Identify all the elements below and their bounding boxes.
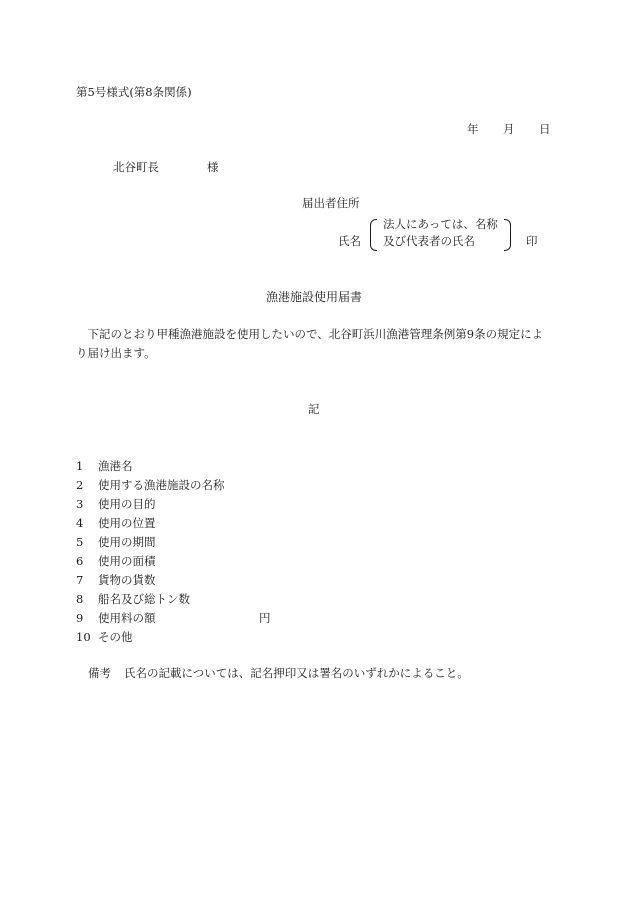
item-label: 使用の目的	[98, 497, 156, 511]
list-item	[76, 499, 156, 511]
item-number: 2	[76, 478, 84, 492]
date-month: 月	[503, 122, 515, 136]
addressee-name: 北谷町長	[113, 160, 159, 174]
bracket-right	[504, 219, 511, 251]
remarks-label: 備考	[88, 666, 111, 680]
applicant-address-label: 届出者住所	[302, 196, 360, 210]
fee-unit: 円	[259, 611, 271, 625]
bracket-left	[370, 219, 377, 251]
item-label: 使用の位置	[98, 516, 156, 530]
item-number: 3	[76, 497, 84, 511]
ki-heading: 記	[308, 402, 320, 416]
item-number: 6	[76, 554, 84, 568]
applicant-note-line2: 及び代表者の氏名	[383, 234, 475, 248]
list-item	[76, 556, 156, 568]
item-number: 9	[76, 611, 84, 625]
item-label: 使用する漁港施設の名称	[98, 478, 225, 492]
list-item	[76, 613, 156, 625]
item-label: 使用の面積	[98, 554, 156, 568]
item-number: 5	[76, 535, 84, 549]
date-day: 日	[539, 122, 551, 136]
addressee-honorific: 様	[207, 160, 219, 174]
remarks-text: 氏名の記載については、記名押印又は署名のいずれかによること。	[124, 666, 469, 680]
list-item	[76, 480, 225, 492]
list-item	[76, 575, 156, 587]
item-label: その他	[98, 630, 133, 644]
applicant-name-label: 氏名	[338, 234, 361, 248]
list-item	[76, 537, 156, 549]
item-label: 使用料の額	[98, 611, 156, 625]
list-item	[76, 461, 133, 473]
list-item	[76, 632, 133, 644]
form-number: 第5号様式(第8条関係)	[76, 85, 192, 99]
item-number: 10	[76, 630, 91, 644]
item-label: 貨物の貨数	[98, 573, 156, 587]
date-year: 年	[467, 122, 479, 136]
item-label: 使用の期間	[98, 535, 156, 549]
applicant-note-line1: 法人にあっては、名称	[383, 217, 498, 231]
item-label: 漁港名	[98, 459, 133, 473]
item-number: 4	[76, 516, 84, 530]
applicant-seal: 印	[526, 234, 538, 248]
document-title: 漁港施設使用届書	[266, 290, 363, 304]
item-number: 8	[76, 592, 84, 606]
item-number: 7	[76, 573, 84, 587]
body-text: 下記のとおり甲種漁港施設を使用したいので、北谷町浜川漁港管理条例第9条の規定により届け出ます。	[76, 327, 544, 360]
list-item	[76, 518, 156, 530]
item-label: 船名及び総トン数	[98, 592, 190, 606]
list-item	[76, 594, 190, 606]
item-number: 1	[76, 459, 84, 473]
